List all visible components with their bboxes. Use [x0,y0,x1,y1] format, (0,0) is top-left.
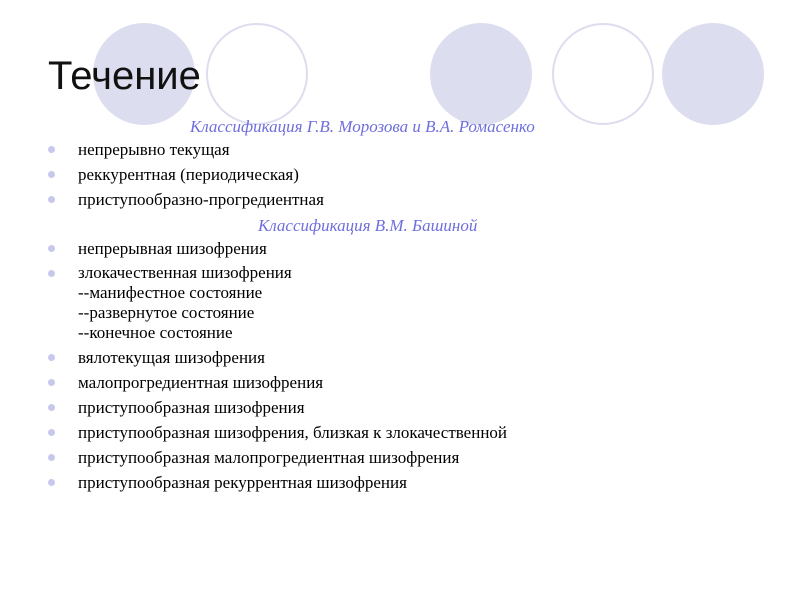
list-item-text: реккурентная (периодическая) [78,165,299,184]
bullet-icon [48,379,55,386]
classification-heading-morozov: Классификация Г.В. Морозова и В.А. Ромасенко [190,117,535,136]
list-item [48,263,768,343]
bullet-icon [48,171,55,178]
bullet-icon [48,354,55,361]
sub-item-text: --развернутое состояние [78,303,255,322]
list-item [48,139,768,160]
bullet-icon [48,454,55,461]
slide-title: Течение [48,54,201,98]
sub-item-text: --конечное состояние [78,323,233,342]
bullet-icon [48,146,55,153]
list-item [48,422,768,443]
bullet-icon [48,245,55,252]
sub-item-text: --манифестное состояние [78,283,263,302]
list-item-text: приступообразная рекуррентная шизофрения [78,473,407,492]
bullet-icon [48,196,55,203]
list-item-text: приступообразная шизофрения, близкая к злокачественной [78,423,508,442]
decor-circle-outline-2 [552,23,654,125]
bullet-icon [48,429,55,436]
bullet-icon [48,270,55,277]
list-item-text: злокачественная шизофрения [78,263,292,282]
decor-circle-filled-2 [430,23,532,125]
bullet-icon [48,404,55,411]
list-item [48,372,768,393]
list-item-text: вялотекущая шизофрения [78,348,265,367]
list-item [48,347,768,368]
list-item [48,238,768,259]
list-item-text: непрерывно текущая [78,140,230,159]
decor-circle-outline-1 [206,23,308,125]
list-item [48,472,768,493]
list-item-text: малопрогредиентная шизофрения [78,373,324,392]
list-item-text: приступообразная шизофрения [78,398,305,417]
decor-circle-filled-3 [662,23,764,125]
list-item [48,397,768,418]
list-item-text: непрерывная шизофрения [78,239,267,258]
list-item-text: приступообразная малопрогредиентная шизофрения [78,448,460,467]
list-item [48,164,768,185]
list-item [48,189,768,210]
list-item-text: приступообразно-прогредиентная [78,190,324,209]
list-item [48,447,768,468]
classification-heading-bashina: Классификация В.М. Башиной [258,216,478,235]
bullet-icon [48,479,55,486]
slide-content [48,115,768,497]
